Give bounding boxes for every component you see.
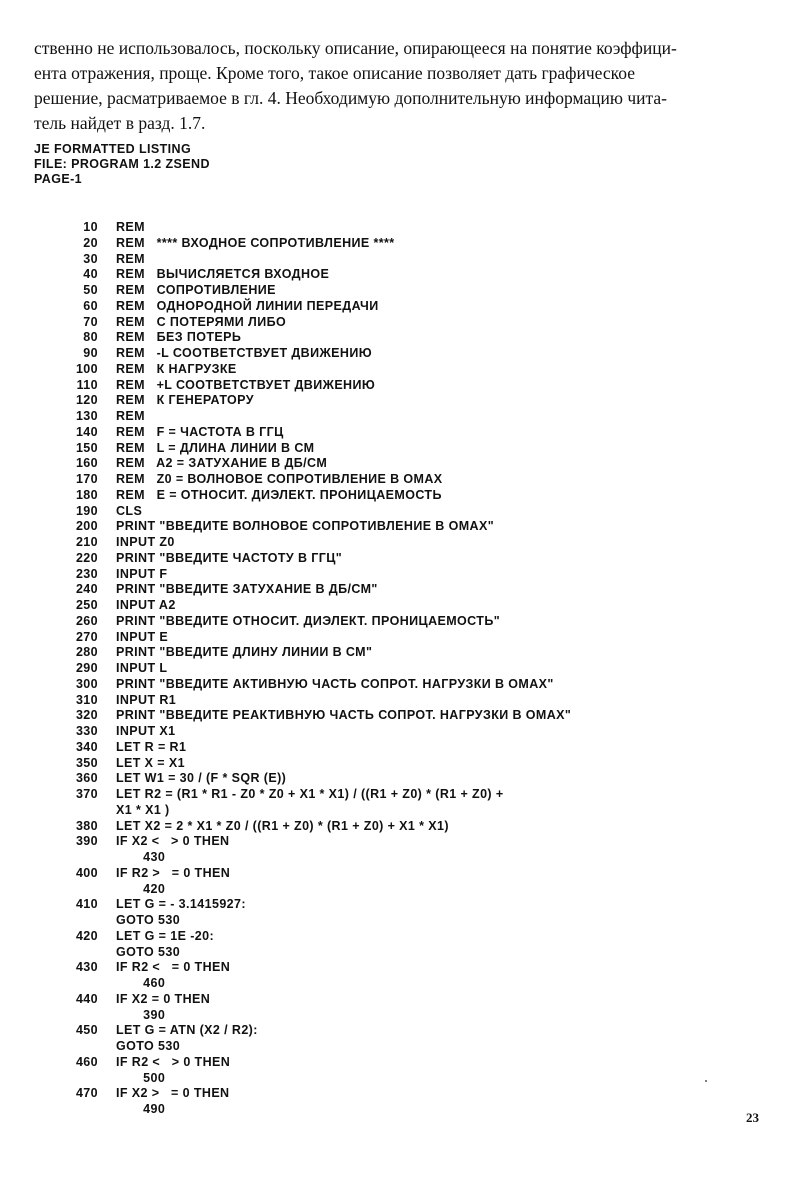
code-line — [64, 488, 764, 504]
code-line — [64, 535, 764, 551]
code-line — [64, 866, 764, 898]
line-number: 250 — [75, 598, 98, 612]
code-line — [64, 992, 764, 1024]
statement: PRINT "ВВЕДИТЕ ДЛИНУ ЛИНИИ В СМ" — [116, 645, 373, 660]
code-line — [64, 614, 764, 630]
line-number: 150 — [75, 440, 98, 455]
line-number: 100 — [75, 361, 98, 376]
listing-file: FILE: PROGRAM 1.2 ZSEND — [34, 157, 210, 171]
line-number: 10 — [83, 220, 98, 234]
code-line — [64, 740, 764, 756]
line-number: 460 — [75, 1054, 98, 1069]
statement: LET R = R1 — [116, 739, 187, 754]
line-number: 410 — [75, 897, 98, 912]
line-number: 120 — [75, 393, 98, 408]
statement: IF R2 > = 0 THEN 420 — [116, 865, 231, 896]
statement: PRINT "ВВЕДИТЕ РЕАКТИВНУЮ ЧАСТЬ СОПРОТ. НАГРУЗКИ В ОМАХ" — [116, 708, 572, 723]
statement: LET G = ATN (X2 / R2): GOTO 530 — [116, 1023, 258, 1053]
statement: IF R2 < > 0 THEN 500 — [116, 1054, 231, 1085]
line-number: 420 — [75, 928, 98, 943]
statement: REM — [116, 220, 145, 234]
code-line — [64, 236, 764, 252]
code-line — [64, 661, 764, 677]
line-number: 340 — [75, 739, 98, 754]
line-number: 190 — [75, 503, 98, 518]
paragraph-line: решение, расматриваемое в гл. 4. Необходимую дополнительную информацию чита- — [34, 88, 667, 108]
statement: REM СОПРОТИВЛЕНИЕ — [116, 283, 276, 297]
code-line — [64, 630, 764, 646]
line-number: 80 — [83, 330, 98, 345]
statement: IF X2 = 0 THEN 390 — [116, 991, 211, 1022]
statement: INPUT L — [116, 661, 168, 675]
code-line — [64, 425, 764, 441]
line-number: 200 — [75, 519, 98, 534]
line-number: 210 — [75, 535, 98, 549]
line-number: 440 — [75, 991, 98, 1006]
line-number: 240 — [75, 582, 98, 597]
paragraph-line: тель найдет в разд. 1.7. — [34, 113, 206, 133]
statement: PRINT "ВВЕДИТЕ ОТНОСИТ. ДИЭЛЕКТ. ПРОНИЦАЕМОСТЬ" — [116, 613, 501, 628]
statement: INPUT Z0 — [116, 535, 175, 549]
code-line — [64, 708, 764, 724]
code-line — [64, 834, 764, 866]
listing-title: JE FORMATTED LISTING — [34, 142, 192, 156]
code-line — [64, 299, 764, 315]
statement: IF X2 < > 0 THEN 430 — [116, 834, 230, 864]
statement: PRINT "ВВЕДИТЕ АКТИВНУЮ ЧАСТЬ СОПРОТ. НАГРУЗКИ В ОМАХ" — [116, 676, 554, 691]
statement: IF X2 > = 0 THEN 490 — [116, 1086, 230, 1116]
code-line — [64, 267, 764, 283]
statement: INPUT E — [116, 629, 169, 644]
line-number: 450 — [75, 1023, 98, 1038]
line-number: 220 — [75, 550, 98, 565]
statement: REM -L СООТВЕТСТВУЕТ ДВИЖЕНИЮ — [116, 346, 373, 360]
code-line — [64, 504, 764, 520]
line-number: 170 — [75, 472, 98, 486]
statement: LET X = X1 — [116, 755, 185, 770]
code-line — [64, 393, 764, 409]
statement: LET G = - 3.1415927: GOTO 530 — [116, 897, 246, 927]
line-number: 160 — [75, 456, 98, 471]
scan-speck — [705, 1080, 707, 1082]
line-number: 290 — [75, 661, 98, 675]
statement: REM БЕЗ ПОТЕРЬ — [116, 330, 242, 345]
code-line — [64, 787, 764, 819]
code-line — [64, 897, 764, 929]
line-number: 280 — [75, 645, 98, 660]
statement: REM ВЫЧИСЛЯЕТСЯ ВХОДНОЕ — [116, 267, 330, 282]
code-line — [64, 645, 764, 661]
statement: INPUT R1 — [116, 692, 177, 707]
code-line — [64, 1055, 764, 1087]
statement: REM E = ОТНОСИТ. ДИЭЛЕКТ. ПРОНИЦАЕМОСТЬ — [116, 487, 442, 502]
code-line — [64, 567, 764, 583]
code-line — [64, 1023, 764, 1055]
statement: INPUT F — [116, 566, 168, 581]
statement: REM F = ЧАСТОТА В ГГЦ — [116, 424, 284, 439]
line-number: 30 — [83, 251, 98, 266]
statement: REM К НАГРУЗКЕ — [116, 361, 237, 376]
line-number: 350 — [75, 755, 98, 770]
code-line — [64, 551, 764, 567]
code-line — [64, 929, 764, 961]
paragraph-line: ента отражения, проще. Кроме того, такое описание позволяет дать графическое — [34, 63, 635, 83]
statement: INPUT A2 — [116, 598, 176, 612]
line-number: 310 — [75, 692, 98, 707]
code-line — [64, 330, 764, 346]
statement: REM К ГЕНЕРАТОРУ — [116, 393, 254, 408]
code-line — [64, 441, 764, 457]
line-number: 330 — [75, 724, 98, 738]
code-line — [64, 315, 764, 331]
statement: LET W1 = 30 / (F * SQR (E)) — [116, 771, 287, 786]
statement: LET X2 = 2 * X1 * Z0 / ((R1 + Z0) * (R1 + Z0) + X1 * X1) — [116, 818, 449, 833]
statement: REM +L СООТВЕТСТВУЕТ ДВИЖЕНИЮ — [116, 377, 376, 392]
line-number: 40 — [83, 267, 98, 282]
statement: REM **** ВХОДНОЕ СОПРОТИВЛЕНИЕ **** — [116, 235, 395, 250]
code-line — [64, 283, 764, 299]
line-number: 20 — [83, 235, 98, 250]
statement: PRINT "ВВЕДИТЕ ЗАТУХАНИЕ В ДБ/СМ" — [116, 582, 378, 597]
code-line — [64, 819, 764, 835]
code-line — [64, 693, 764, 709]
line-number: 380 — [75, 818, 98, 833]
code-line — [64, 519, 764, 535]
code-line — [64, 362, 764, 378]
line-number: 180 — [75, 487, 98, 502]
line-number: 90 — [83, 346, 98, 360]
line-number: 70 — [83, 314, 98, 329]
line-number: 370 — [75, 787, 98, 801]
line-number: 130 — [75, 409, 98, 423]
line-number: 260 — [75, 613, 98, 628]
body-paragraph — [34, 36, 764, 136]
statement: PRINT "ВВЕДИТЕ ЧАСТОТУ В ГГЦ" — [116, 550, 343, 565]
listing-page: PAGE-1 — [34, 172, 83, 186]
statement: INPUT X1 — [116, 724, 176, 738]
line-number: 360 — [75, 771, 98, 786]
code-line — [64, 724, 764, 740]
code-line — [64, 378, 764, 394]
line-number: 300 — [75, 676, 98, 691]
program-listing — [64, 220, 764, 1118]
line-number: 110 — [76, 377, 98, 392]
statement: IF R2 < = 0 THEN 460 — [116, 960, 231, 990]
statement: REM С ПОТЕРЯМИ ЛИБО — [116, 314, 287, 329]
line-number: 430 — [75, 960, 98, 975]
line-number: 470 — [75, 1086, 98, 1101]
page-number: 23 — [746, 1110, 759, 1125]
code-line — [64, 346, 764, 362]
statement: REM ОДНОРОДНОЙ ЛИНИИ ПЕРЕДАЧИ — [116, 298, 379, 313]
code-line — [64, 598, 764, 614]
line-number: 230 — [75, 566, 98, 581]
statement: PRINT "ВВЕДИТЕ ВОЛНОВОЕ СОПРОТИВЛЕНИЕ В ОМАХ" — [116, 519, 495, 534]
statement: REM — [116, 251, 145, 266]
line-number: 320 — [75, 708, 98, 723]
line-number: 400 — [75, 865, 98, 880]
code-line — [64, 220, 764, 236]
line-number: 270 — [75, 629, 98, 644]
code-line — [64, 677, 764, 693]
statement: LET R2 = (R1 * R1 - Z0 * Z0 + X1 * X1) / ((R1 + Z0) * (R1 + Z0) + X1 * X1 ) — [116, 787, 504, 817]
code-line — [64, 771, 764, 787]
code-line — [64, 960, 764, 992]
paragraph-line: ственно не использовалось, поскольку описание, опирающееся на понятие коэффици- — [34, 38, 677, 58]
code-line — [64, 582, 764, 598]
code-line — [64, 756, 764, 772]
line-number: 390 — [75, 834, 98, 849]
code-line — [64, 472, 764, 488]
code-line — [64, 456, 764, 472]
line-number: 50 — [83, 283, 98, 297]
code-line — [64, 252, 764, 268]
statement: LET G = 1E -20: GOTO 530 — [116, 928, 215, 959]
statement: REM — [116, 409, 145, 423]
statement: REM L = ДЛИНА ЛИНИИ В СМ — [116, 440, 315, 455]
statement: REM A2 = ЗАТУХАНИЕ В ДБ/СМ — [116, 456, 328, 471]
statement: CLS — [116, 503, 143, 518]
line-number: 60 — [83, 298, 98, 313]
code-line — [64, 409, 764, 425]
code-line — [64, 1086, 764, 1118]
listing-header — [34, 142, 210, 187]
line-number: 140 — [75, 424, 98, 439]
statement: REM Z0 = ВОЛНОВОЕ СОПРОТИВЛЕНИЕ В ОМАХ — [116, 472, 443, 486]
